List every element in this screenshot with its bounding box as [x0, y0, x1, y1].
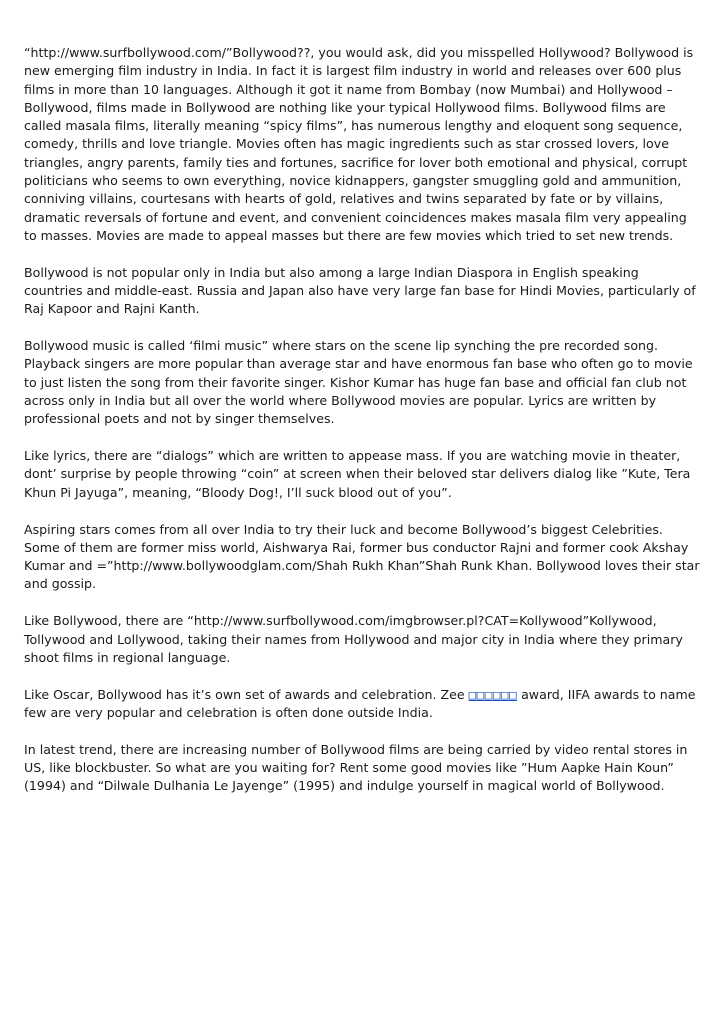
paragraph-awards: [24, 686, 700, 723]
paragraph-intro: “http://www.surfbollywood.com/”Bollywood??, you would ask, did you misspelled Hollywood? Bollywood is new emerging film industry in India. In fact it is largest film industry in world and releases over 600 plus films in more than 10 languages. Although it got it name from Bombay (now Mumbai) and Hollywood – Bollywood, films made in Bollywood are nothing like your typical Hollywood films. Bollywood films are called masala films, literally meaning “spicy films”, has numerous lengthy and eloquent song sequence, comedy, thrills and love triangle. Movies often has magic ingredients such as star crossed lovers, love triangles, angry parents, family ties and fortunes, sacrifice for lover both emotional and physical, corrupt politicians who seems to own everything, novice kidnappers, gangster smuggling gold and ammunition, conniving villains, courtesans with hearts of gold, relatives and twins separated by fate or by villains, dramatic reversals of fortune and event, and convenient coincidences makes masala film very appealing to masses. Movies are made to appeal masses but there are few movies which tried to set new trends.: [24, 45, 694, 243]
paragraph-dialogs: Like lyrics, there are “dialogs” which are written to appease mass. If you are watching movie in theater, dont’ surprise by people throwing “coin” at screen when their beloved star delivers dialog like ”Kute, Tera Khun Pi Jayuga”, meaning, “Bloody Dog!, I’ll suck blood out of you”.: [24, 448, 691, 500]
awards-text-after: award, IIFA awards to name few are very popular and celebration is often done outside India.: [24, 686, 696, 720]
paragraph-stars: Aspiring stars comes from all over India to try their luck and become Bollywood’s biggest Celebrities. Some of them are former miss world, Aishwarya Rai, former bus conductor Rajni and former cook Akshay Kumar and =”http://www.bollywoodglam.com/Shah Rukh Khan”Shah Runk Khan. Bollywood loves their star and gossip.: [24, 521, 700, 592]
zee-award-link[interactable]: □□□□□□: [468, 686, 518, 702]
paragraph-diaspora: Bollywood is not popular only in India but also among a large Indian Diaspora in English speaking countries and middle-east. Russia and Japan also have very large fan base for Hindi Movies, particularly of Raj Kapoor and Rajni Kanth.: [24, 264, 696, 317]
article-body: [24, 44, 700, 796]
awards-text-before: Like Oscar, Bollywood has it’s own set of awards and celebration. Zee: [24, 686, 469, 702]
paragraph-regional: Like Bollywood, there are “http://www.surfbollywood.com/imgbrowser.pl?CAT=Kollywood”Kollywood, Tollywood and Lollywood, taking their names from Hollywood and major city in India where they primary shoot films in regional language.: [24, 613, 683, 665]
paragraph-music: Bollywood music is called ‘filmi music” where stars on the scene lip synching the pre recorded song. Playback singers are more popular than average star and have enormous fan base who often go to movie to just listen the song from their favorite singer. Kishor Kumar has huge fan base and official fan club not across only in India but all over the world where Bollywood movies are popular. Lyrics are written by professional poets and not by singer themselves.: [24, 338, 693, 427]
paragraph-closing: In latest trend, there are increasing number of Bollywood films are being carried by video rental stores in US, like blockbuster. So what are you waiting for? Rent some good movies like ”Hum Aapke Hain Koun” (1994) and “Dilwale Dulhania Le Jayenge” (1995) and indulge yourself in magical world of Bollywood.: [24, 741, 688, 794]
